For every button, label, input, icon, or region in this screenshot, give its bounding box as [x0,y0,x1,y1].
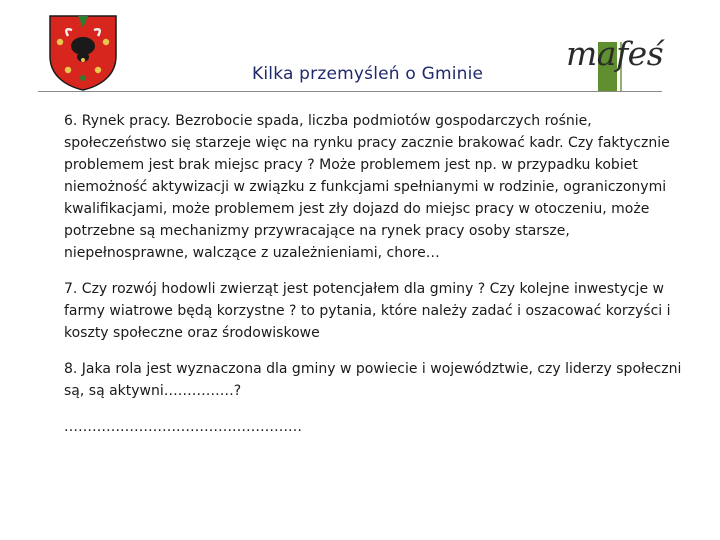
paragraph-6: 6. Rynek pracy. Bezrobocie spada, liczba podmiotów gospodarczych rośnie, społeczeństwo się starzeje więc na rynku pracy zacznie brakować kadr. Czy faktycznie problemem jest brak miejsc pracy ? Może problemem jest np. w przypadku kobiet niemożność aktywizacji w związku z funkcjami spełnianymi w rodzinie, ograniczonymi kwalifikacjami, może problemem jest zły dojazd do miejsc pracy w otoczeniu, może potrzebne są mechanizmy przywracające na rynek pracy osoby starsze, niepełnosprawne, walczące z uzależnieniami, chore… [64,113,670,261]
main-content [64,110,698,438]
coat-of-arms-icon [46,12,120,92]
logo-text: mafeś [566,34,664,73]
paragraph-8: 8. Jaka rola jest wyznaczona dla gminy w powiecie i województwie, czy liderzy społeczni są, są aktywni……………? [64,361,682,399]
header-divider [38,91,662,92]
mafes-logo [566,34,672,90]
dotted-line: …………………………………………… [64,419,302,435]
page-title: Kilka przemyśleń o Gminie [252,64,484,84]
paragraph-7: 7. Czy rozwój hodowli zwierząt jest potencjałem dla gminy ? Czy kolejne inwestycje w farmy wiatrowe będą korzystne ? to pytania, które należy zadać i oszacować korzyści i koszty społeczne oraz środowiskowe [64,281,671,341]
